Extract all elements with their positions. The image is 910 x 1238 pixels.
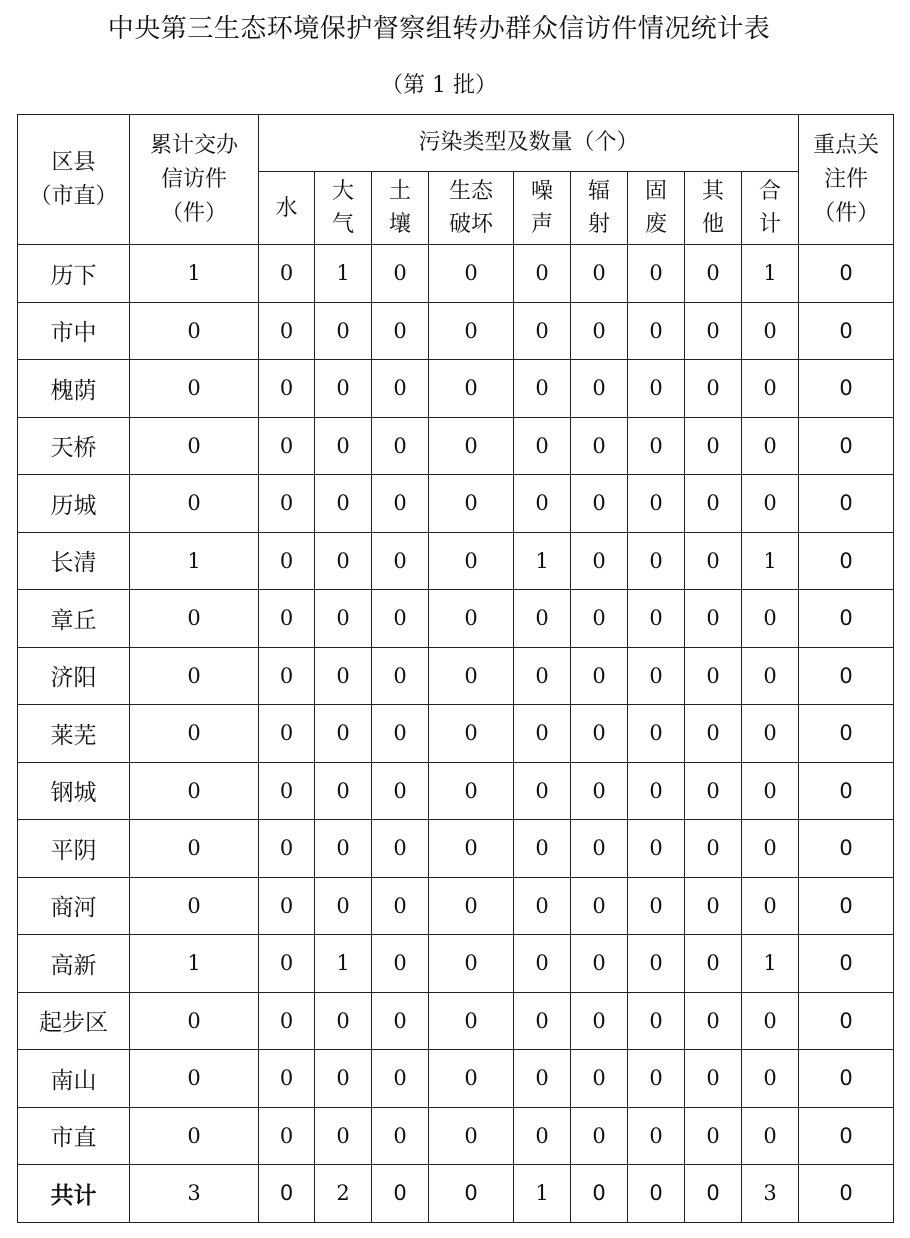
count-soil: 0 <box>372 302 429 360</box>
count-subtotal: 0 <box>742 302 799 360</box>
count-water: 0 <box>259 1050 315 1108</box>
count-noise: 0 <box>514 302 571 360</box>
count-solid-waste: 0 <box>628 532 685 590</box>
count-solid-waste: 0 <box>628 590 685 648</box>
count-noise: 0 <box>514 417 571 475</box>
count-radiation: 0 <box>571 417 628 475</box>
count-soil: 0 <box>372 647 429 705</box>
count-noise: 0 <box>514 1107 571 1165</box>
district-name: 共计 <box>18 1165 130 1223</box>
table-row <box>18 245 894 303</box>
count-other: 0 <box>685 877 742 935</box>
count-water: 0 <box>259 877 315 935</box>
count-ecology: 0 <box>429 992 514 1050</box>
total-row <box>18 1165 894 1223</box>
district-name: 市中 <box>18 302 130 360</box>
count-subtotal: 3 <box>742 1165 799 1223</box>
count-noise: 0 <box>514 877 571 935</box>
batch-subtitle: （第 1 批） <box>381 73 497 98</box>
count-noise: 1 <box>514 1165 571 1223</box>
count-water: 0 <box>259 475 315 533</box>
count-ecology: 0 <box>429 475 514 533</box>
count-radiation: 0 <box>571 1165 628 1223</box>
count-radiation: 0 <box>571 590 628 648</box>
count-radiation: 0 <box>571 820 628 878</box>
count-radiation: 0 <box>571 877 628 935</box>
count-other: 0 <box>685 475 742 533</box>
focus-count: 0 <box>799 417 894 475</box>
table-row <box>18 705 894 763</box>
document-title: 中央第三生态环境保护督察组转办群众信访件情况统计表 <box>107 14 771 44</box>
count-radiation: 0 <box>571 992 628 1050</box>
count-ecology: 0 <box>429 417 514 475</box>
focus-count: 0 <box>799 302 894 360</box>
count-ecology: 0 <box>429 762 514 820</box>
focus-count: 0 <box>799 992 894 1050</box>
header-pollution-types: 污染类型及数量（个） <box>259 115 799 172</box>
count-subtotal: 0 <box>742 360 799 418</box>
count-other: 0 <box>685 360 742 418</box>
count-air: 0 <box>315 705 372 763</box>
header-type-other: 其 他 <box>685 172 742 245</box>
count-noise: 0 <box>514 360 571 418</box>
count-soil: 0 <box>372 475 429 533</box>
table-row <box>18 1050 894 1108</box>
table-row <box>18 302 894 360</box>
count-solid-waste: 0 <box>628 417 685 475</box>
count-subtotal: 0 <box>742 820 799 878</box>
count-other: 0 <box>685 1050 742 1108</box>
count-other: 0 <box>685 532 742 590</box>
table-row <box>18 647 894 705</box>
count-air: 1 <box>315 245 372 303</box>
count-radiation: 0 <box>571 475 628 533</box>
district-name: 钢城 <box>18 762 130 820</box>
count-solid-waste: 0 <box>628 1107 685 1165</box>
header-cumulative: 累计交办 信访件 （件） <box>130 115 259 245</box>
district-name: 章丘 <box>18 590 130 648</box>
count-soil: 0 <box>372 820 429 878</box>
count-other: 0 <box>685 705 742 763</box>
count-other: 0 <box>685 820 742 878</box>
count-radiation: 0 <box>571 647 628 705</box>
count-noise: 0 <box>514 762 571 820</box>
count-radiation: 0 <box>571 302 628 360</box>
cumulative-count: 0 <box>130 1107 259 1165</box>
count-solid-waste: 0 <box>628 762 685 820</box>
count-soil: 0 <box>372 1050 429 1108</box>
count-radiation: 0 <box>571 935 628 993</box>
count-radiation: 0 <box>571 705 628 763</box>
cumulative-count: 1 <box>130 245 259 303</box>
cumulative-count: 0 <box>130 647 259 705</box>
district-name: 济阳 <box>18 647 130 705</box>
count-other: 0 <box>685 935 742 993</box>
count-subtotal: 0 <box>742 1050 799 1108</box>
count-air: 1 <box>315 935 372 993</box>
count-ecology: 0 <box>429 820 514 878</box>
header-type-subtotal: 合 计 <box>742 172 799 245</box>
cumulative-count: 0 <box>130 475 259 533</box>
table-row <box>18 992 894 1050</box>
count-ecology: 0 <box>429 590 514 648</box>
cumulative-count: 0 <box>130 360 259 418</box>
cumulative-count: 0 <box>130 762 259 820</box>
count-solid-waste: 0 <box>628 475 685 533</box>
count-subtotal: 0 <box>742 475 799 533</box>
focus-count: 0 <box>799 1165 894 1223</box>
count-soil: 0 <box>372 877 429 935</box>
count-other: 0 <box>685 1107 742 1165</box>
count-radiation: 0 <box>571 1107 628 1165</box>
focus-count: 0 <box>799 820 894 878</box>
count-water: 0 <box>259 705 315 763</box>
count-water: 0 <box>259 417 315 475</box>
district-name: 历下 <box>18 245 130 303</box>
table-row <box>18 590 894 648</box>
cumulative-count: 0 <box>130 417 259 475</box>
header-type-water: 水 <box>259 172 315 245</box>
count-ecology: 0 <box>429 935 514 993</box>
focus-count: 0 <box>799 360 894 418</box>
table-row <box>18 417 894 475</box>
complaints-statistics-table <box>17 114 894 1223</box>
cumulative-count: 0 <box>130 705 259 763</box>
cumulative-count: 1 <box>130 532 259 590</box>
count-subtotal: 0 <box>742 647 799 705</box>
count-ecology: 0 <box>429 1165 514 1223</box>
count-ecology: 0 <box>429 1107 514 1165</box>
count-subtotal: 0 <box>742 705 799 763</box>
table-row <box>18 877 894 935</box>
count-subtotal: 0 <box>742 590 799 648</box>
count-water: 0 <box>259 245 315 303</box>
count-air: 0 <box>315 820 372 878</box>
count-ecology: 0 <box>429 245 514 303</box>
district-name: 商河 <box>18 877 130 935</box>
count-solid-waste: 0 <box>628 245 685 303</box>
header-type-ecology: 生态 破坏 <box>429 172 514 245</box>
count-subtotal: 0 <box>742 1107 799 1165</box>
table-body <box>18 245 894 1223</box>
table-row <box>18 935 894 993</box>
count-air: 0 <box>315 302 372 360</box>
district-name: 高新 <box>18 935 130 993</box>
count-air: 2 <box>315 1165 372 1223</box>
count-water: 0 <box>259 647 315 705</box>
count-water: 0 <box>259 1107 315 1165</box>
district-name: 天桥 <box>18 417 130 475</box>
count-soil: 0 <box>372 1107 429 1165</box>
focus-count: 0 <box>799 647 894 705</box>
focus-count: 0 <box>799 1107 894 1165</box>
count-ecology: 0 <box>429 302 514 360</box>
cumulative-count: 0 <box>130 1050 259 1108</box>
table-row <box>18 360 894 418</box>
count-radiation: 0 <box>571 245 628 303</box>
count-solid-waste: 0 <box>628 935 685 993</box>
cumulative-count: 3 <box>130 1165 259 1223</box>
table-row <box>18 532 894 590</box>
count-water: 0 <box>259 360 315 418</box>
count-soil: 0 <box>372 245 429 303</box>
count-water: 0 <box>259 992 315 1050</box>
focus-count: 0 <box>799 1050 894 1108</box>
count-solid-waste: 0 <box>628 820 685 878</box>
count-solid-waste: 0 <box>628 877 685 935</box>
count-water: 0 <box>259 590 315 648</box>
cumulative-count: 0 <box>130 992 259 1050</box>
count-noise: 0 <box>514 1050 571 1108</box>
count-other: 0 <box>685 245 742 303</box>
count-soil: 0 <box>372 360 429 418</box>
header-type-solid-waste: 固 废 <box>628 172 685 245</box>
count-radiation: 0 <box>571 532 628 590</box>
count-noise: 0 <box>514 935 571 993</box>
district-name: 平阴 <box>18 820 130 878</box>
table-row <box>18 475 894 533</box>
count-noise: 0 <box>514 705 571 763</box>
count-other: 0 <box>685 762 742 820</box>
table-row <box>18 1107 894 1165</box>
count-radiation: 0 <box>571 762 628 820</box>
count-solid-waste: 0 <box>628 302 685 360</box>
district-name: 南山 <box>18 1050 130 1108</box>
count-soil: 0 <box>372 532 429 590</box>
count-soil: 0 <box>372 1165 429 1223</box>
count-soil: 0 <box>372 762 429 820</box>
header-type-air: 大 气 <box>315 172 372 245</box>
focus-count: 0 <box>799 877 894 935</box>
count-soil: 0 <box>372 935 429 993</box>
count-ecology: 0 <box>429 532 514 590</box>
count-air: 0 <box>315 992 372 1050</box>
district-name: 槐荫 <box>18 360 130 418</box>
count-other: 0 <box>685 590 742 648</box>
count-soil: 0 <box>372 992 429 1050</box>
header-row-primary <box>18 115 894 172</box>
count-air: 0 <box>315 877 372 935</box>
count-noise: 0 <box>514 590 571 648</box>
focus-count: 0 <box>799 762 894 820</box>
table-row <box>18 820 894 878</box>
count-subtotal: 1 <box>742 532 799 590</box>
count-soil: 0 <box>372 417 429 475</box>
count-ecology: 0 <box>429 705 514 763</box>
district-name: 市直 <box>18 1107 130 1165</box>
count-air: 0 <box>315 590 372 648</box>
count-solid-waste: 0 <box>628 360 685 418</box>
count-water: 0 <box>259 762 315 820</box>
count-water: 0 <box>259 935 315 993</box>
count-solid-waste: 0 <box>628 705 685 763</box>
count-subtotal: 1 <box>742 935 799 993</box>
count-soil: 0 <box>372 705 429 763</box>
header-district: 区县 （市直） <box>18 115 130 245</box>
district-name: 莱芜 <box>18 705 130 763</box>
district-name: 起步区 <box>18 992 130 1050</box>
count-air: 0 <box>315 647 372 705</box>
cumulative-count: 0 <box>130 877 259 935</box>
district-name: 历城 <box>18 475 130 533</box>
count-noise: 0 <box>514 245 571 303</box>
focus-count: 0 <box>799 475 894 533</box>
header-type-radiation: 辐 射 <box>571 172 628 245</box>
count-radiation: 0 <box>571 1050 628 1108</box>
count-solid-waste: 0 <box>628 1050 685 1108</box>
focus-count: 0 <box>799 532 894 590</box>
count-noise: 0 <box>514 647 571 705</box>
cumulative-count: 0 <box>130 590 259 648</box>
count-other: 0 <box>685 302 742 360</box>
cumulative-count: 0 <box>130 820 259 878</box>
count-subtotal: 0 <box>742 762 799 820</box>
count-water: 0 <box>259 532 315 590</box>
count-other: 0 <box>685 647 742 705</box>
focus-count: 0 <box>799 245 894 303</box>
count-noise: 0 <box>514 475 571 533</box>
count-subtotal: 0 <box>742 992 799 1050</box>
count-ecology: 0 <box>429 360 514 418</box>
count-other: 0 <box>685 417 742 475</box>
count-air: 0 <box>315 360 372 418</box>
count-air: 0 <box>315 417 372 475</box>
header-type-noise: 噪 声 <box>514 172 571 245</box>
district-name: 长清 <box>18 532 130 590</box>
count-other: 0 <box>685 992 742 1050</box>
header-focus: 重点关 注件 （件） <box>799 115 894 245</box>
count-ecology: 0 <box>429 647 514 705</box>
count-ecology: 0 <box>429 877 514 935</box>
count-subtotal: 0 <box>742 417 799 475</box>
count-subtotal: 0 <box>742 877 799 935</box>
count-ecology: 0 <box>429 1050 514 1108</box>
count-subtotal: 1 <box>742 245 799 303</box>
header-type-soil: 土 壤 <box>372 172 429 245</box>
count-noise: 0 <box>514 820 571 878</box>
count-water: 0 <box>259 1165 315 1223</box>
count-solid-waste: 0 <box>628 1165 685 1223</box>
count-other: 0 <box>685 1165 742 1223</box>
count-noise: 0 <box>514 992 571 1050</box>
focus-count: 0 <box>799 935 894 993</box>
count-noise: 1 <box>514 532 571 590</box>
count-water: 0 <box>259 302 315 360</box>
count-air: 0 <box>315 1050 372 1108</box>
count-air: 0 <box>315 762 372 820</box>
cumulative-count: 1 <box>130 935 259 993</box>
count-air: 0 <box>315 532 372 590</box>
count-solid-waste: 0 <box>628 647 685 705</box>
count-soil: 0 <box>372 590 429 648</box>
count-radiation: 0 <box>571 360 628 418</box>
count-air: 0 <box>315 475 372 533</box>
count-water: 0 <box>259 820 315 878</box>
cumulative-count: 0 <box>130 302 259 360</box>
table-row <box>18 762 894 820</box>
count-air: 0 <box>315 1107 372 1165</box>
focus-count: 0 <box>799 705 894 763</box>
count-solid-waste: 0 <box>628 992 685 1050</box>
focus-count: 0 <box>799 590 894 648</box>
